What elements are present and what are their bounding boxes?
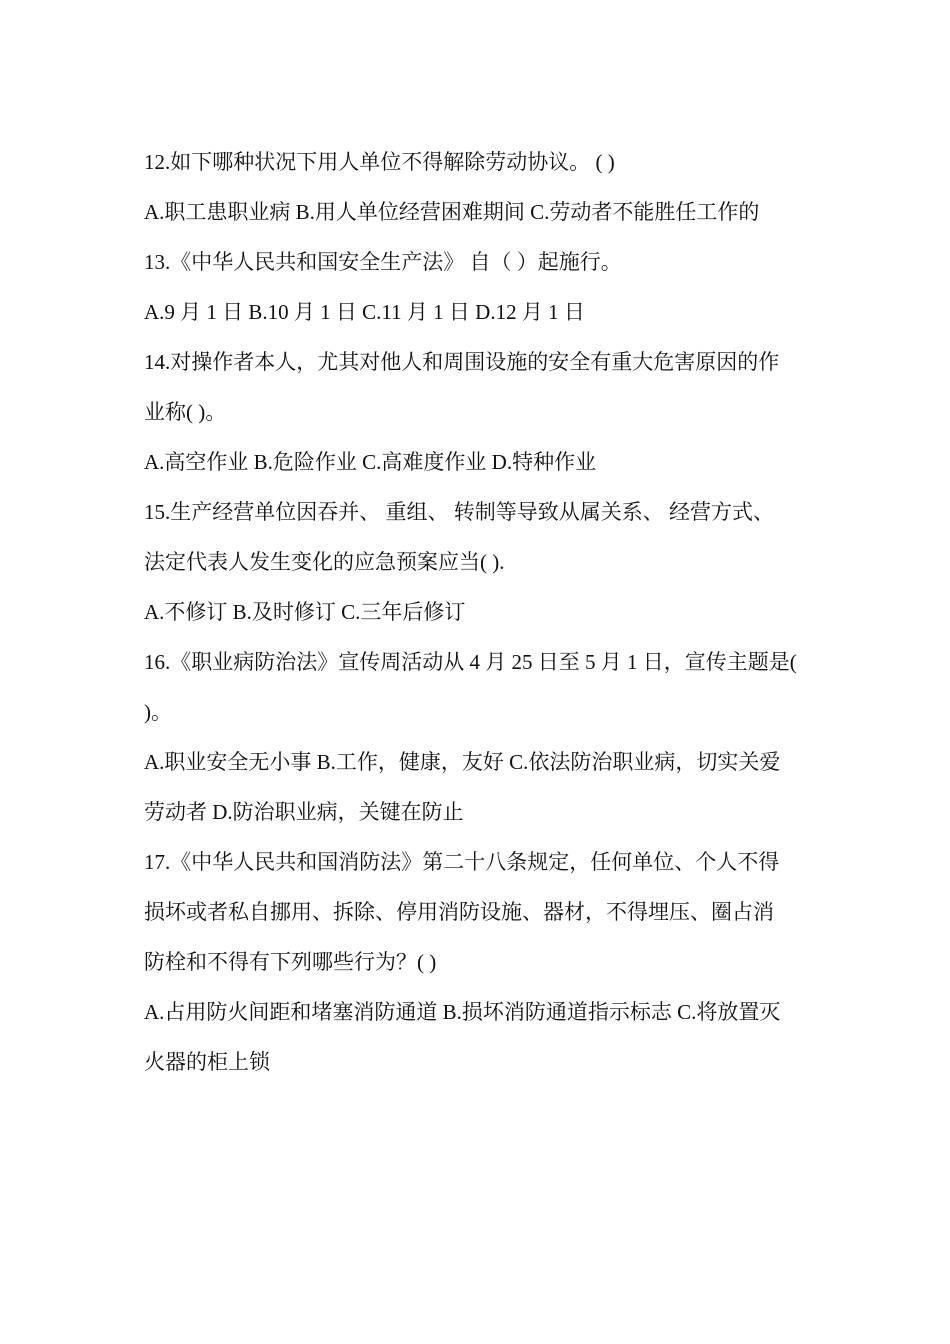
question-options: A.9 月 1 日 B.10 月 1 日 C.11 月 1 日 D.12 月 1 日 [144, 300, 585, 324]
question-options: A.职业安全无小事 B.工作，健康，友好 C.依法防治职业病，切实关爱 [144, 750, 781, 774]
question-options: A.占用防火间距和堵塞消防通道 B.损坏消防通道指示标志 C.将放置灭 [144, 1000, 781, 1024]
question-text: 13.《中华人民共和国安全生产法》 自（ ）起施行。 [144, 250, 622, 274]
question-text: 业称( )。 [144, 400, 227, 424]
question-text: 16.《职业病防治法》宣传周活动从 4 月 25 日至 5 月 1 日，宣传主题是( [144, 650, 797, 674]
question-options: 火器的柜上锁 [144, 1050, 270, 1074]
question-options: A.高空作业 B.危险作业 C.高难度作业 D.特种作业 [144, 450, 597, 474]
question-text: )。 [144, 700, 172, 724]
question-13 [144, 250, 810, 325]
question-options: A.职工患职业病 B.用人单位经营困难期间 C.劳动者不能胜任工作的 [144, 200, 760, 224]
question-16 [144, 650, 810, 825]
question-text: 17.《中华人民共和国消防法》第二十八条规定，任何单位、个人不得 [144, 850, 780, 874]
question-12 [144, 150, 810, 225]
question-options: 劳动者 D.防治职业病，关键在防止 [144, 800, 464, 824]
question-options: A.不修订 B.及时修订 C.三年后修订 [144, 600, 466, 624]
question-text: 法定代表人发生变化的应急预案应当( ). [144, 550, 505, 574]
question-text: 损坏或者私自挪用、拆除、停用消防设施、器材，不得埋压、圈占消 [144, 900, 774, 924]
question-14 [144, 350, 810, 475]
document-page [144, 150, 810, 1100]
question-text: 15.生产经营单位因吞并、 重组、 转制等导致从属关系、 经营方式、 [144, 500, 774, 524]
question-text: 14.对操作者本人，尤其对他人和周围设施的安全有重大危害原因的作 [144, 350, 780, 374]
question-text: 12.如下哪种状况下用人单位不得解除劳动协议。 ( ) [144, 150, 615, 174]
question-15 [144, 500, 810, 625]
question-17 [144, 850, 810, 1075]
question-text: 防栓和不得有下列哪些行为？( ) [144, 950, 437, 974]
